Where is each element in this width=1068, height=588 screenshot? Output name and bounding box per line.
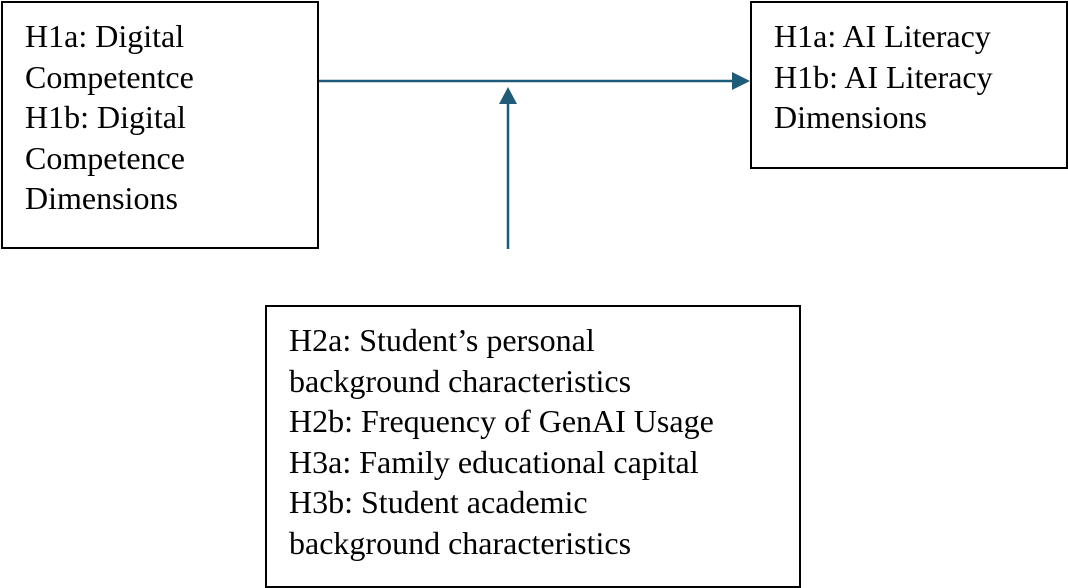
moderators-box [265,305,801,588]
box-line: H3a: Family educational capital [289,443,699,480]
box-line: H1b: AI Literacy [774,58,993,95]
box-line: Dimensions [25,180,178,216]
main-arrow-head [732,72,750,90]
moderator-arrow-head [499,87,517,104]
box-line: background characteristics [289,362,632,399]
box-line: Competence [25,139,185,176]
box-line: H2a: Student’s personal [289,322,595,358]
ai-literacy-box [750,1,1068,169]
box-line: background characteristics [289,524,632,561]
box-line: Dimensions [774,99,927,135]
box-line: H1b: Digital [25,99,186,135]
box-line: H2b: Frequency of GenAI Usage [289,403,714,439]
box-line: H3b: Student academic [289,484,588,520]
box-line: H1a: Digital [25,18,185,54]
digital-competence-box [1,1,319,249]
box-line: Competentce [25,58,194,95]
box-line: H1a: AI Literacy [774,18,991,54]
